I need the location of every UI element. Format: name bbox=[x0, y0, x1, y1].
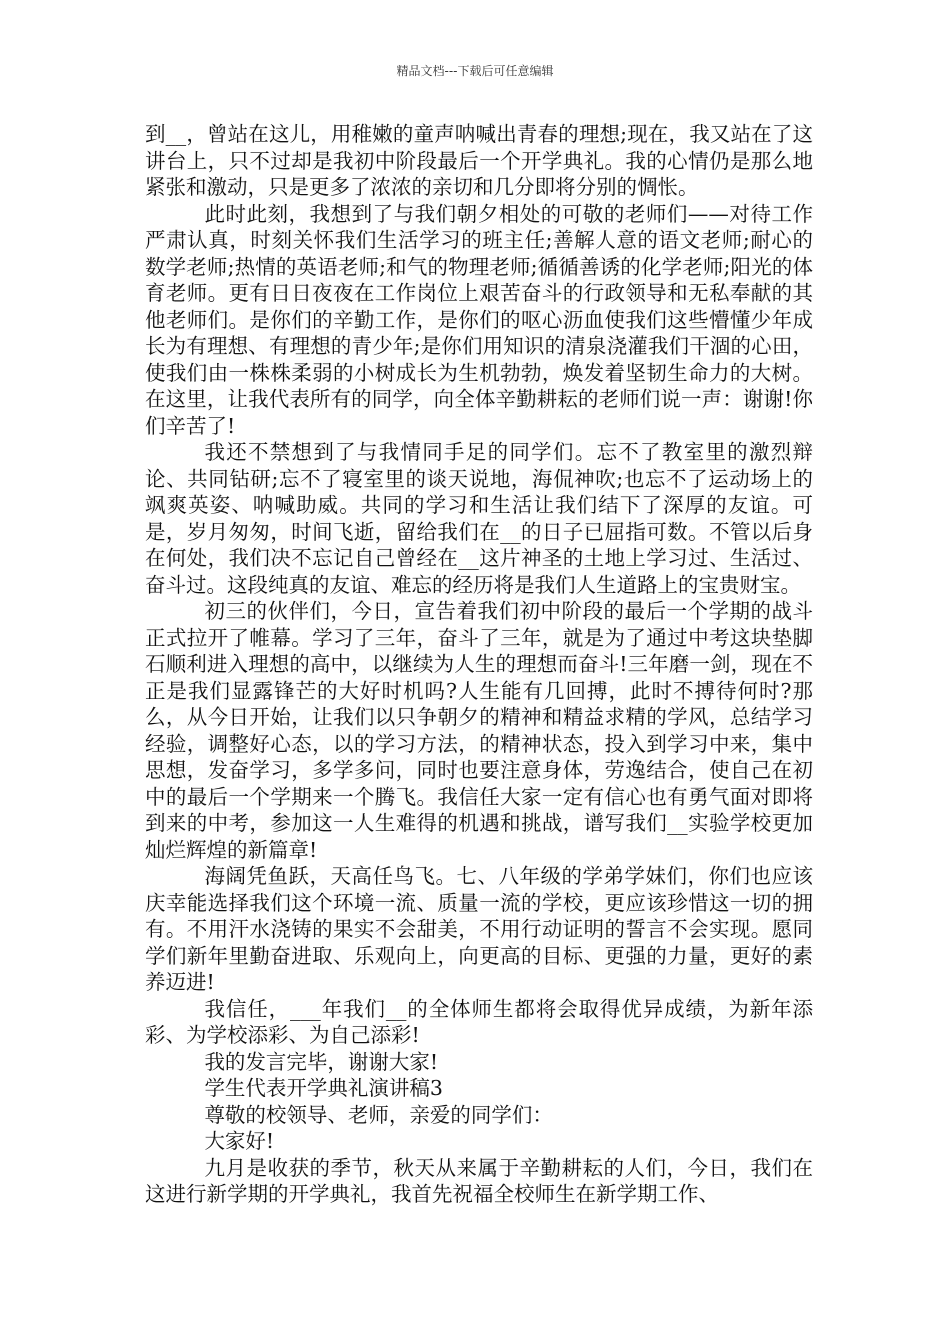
paragraph-2: 此时此刻，我想到了与我们朝夕相处的可敬的老师们——对待工作严肃认真，时刻关怀我们生活学习的班主任;善解人意的语文老师;耐心的数学老师;热情的英语老师;和气的物理老师;循循善诱的化学老师;阳光的体育老师。更有日日夜夜在工作岗位上艰苦奋斗的行政领导和无私奉献的其他老师们。是你们的辛勤工作，是你们的呕心沥血使我们这些懵懂少年成长为有理想、有理想的青少年;是你们用知识的清泉浇灌我们干涸的心田，使我们由一株株柔弱的小树成长为生机勃勃，焕发着坚韧生命力的大树。在这里，让我代表所有的同学，向全体辛勤耕耘的老师们说一声：谢谢!你们辛苦了! bbox=[145, 201, 813, 438]
greeting-line: 大家好! bbox=[204, 1129, 275, 1153]
paragraph-5: 海阔凭鱼跃，天高任鸟飞。七、八年级的学弟学妹们，你们也应该庆幸能选择我们这个环境一流、质量一流的学校，更应该珍惜这一切的拥有。不用汗水浇铸的果实不会甜美，不用行动证明的誓言不会实现。愿同学们新年里勤奋进取、乐观向上，向更高的目标、更强的力量，更好的素养迈进! bbox=[145, 864, 813, 994]
paragraph-final: 九月是收获的季节，秋天从来属于辛勤耕耘的人们，今日，我们在这进行新学期的开学典礼，我首先祝福全校师生在新学期工作、 bbox=[145, 1155, 813, 1206]
paragraph-3: 我还不禁想到了与我情同手足的同学们。忘不了教室里的激烈辩论、共同钻研;忘不了寝室里的谈天说地，海侃神吹;也忘不了运动场上的飒爽英姿、呐喊助威。共同的学习和生活让我们结下了深厚的友谊。可是，岁月匆匆，时间飞逝，留给我们在__的日子已屈指可数。不管以后身在何处，我们决不忘记自己曾经在__这片神圣的土地上学习过、生活过、奋斗过。这段纯真的友谊、难忘的经历将是我们人生道路上的宝贵财宝。 bbox=[145, 440, 813, 597]
page-header: 精品文档---下载后可任意编辑 bbox=[396, 64, 554, 78]
paragraph-4: 初三的伙伴们，今日，宣告着我们初中阶段的最后一个学期的战斗正式拉开了帷幕。学习了三年，奋斗了三年，就是为了通过中考这块垫脚石顺利进入理想的高中，以继续为人生的理想而奋斗!三年磨一剑，现在不正是我们显露锋芒的大好时机吗?人生能有几回搏，此时不搏待何时?那么，从今日开始，让我们以只争朝夕的精神和精益求精的学风，总结学习经验，调整好心态，以的学习方法，的精神状态，投入到学习中来，集中思想，发奋学习，多学多问，同时也要注意身体，劳逸结合，使自己在初中的最后一个学期来一个腾飞。我信任大家一定有信心也有勇气面对即将到来的中考，参加这一人生难得的机遇和挑战，谱写我们__实验学校更加灿烂辉煌的新篇章! bbox=[145, 599, 813, 862]
section-title: 学生代表开学典礼演讲稿3 bbox=[204, 1076, 443, 1100]
salutation-line: 尊敬的校领导、老师，亲爱的同学们： bbox=[204, 1102, 553, 1127]
document-body bbox=[145, 121, 813, 1208]
closing-line: 我的发言完毕，谢谢大家! bbox=[204, 1049, 439, 1074]
paragraph-1: 到__，曾站在这儿，用稚嫩的童声呐喊出青春的理想;现在，我又站在了这讲台上，只不过却是我初中阶段最后一个开学典礼。我的心情仍是那么地紧张和激动，只是更多了浓浓的亲切和几分即将分别的惆怅。 bbox=[145, 122, 813, 199]
paragraph-6: 我信任，___年我们__的全体师生都将会取得优异成绩，为新年添彩、为学校添彩、为自己添彩! bbox=[145, 996, 813, 1047]
